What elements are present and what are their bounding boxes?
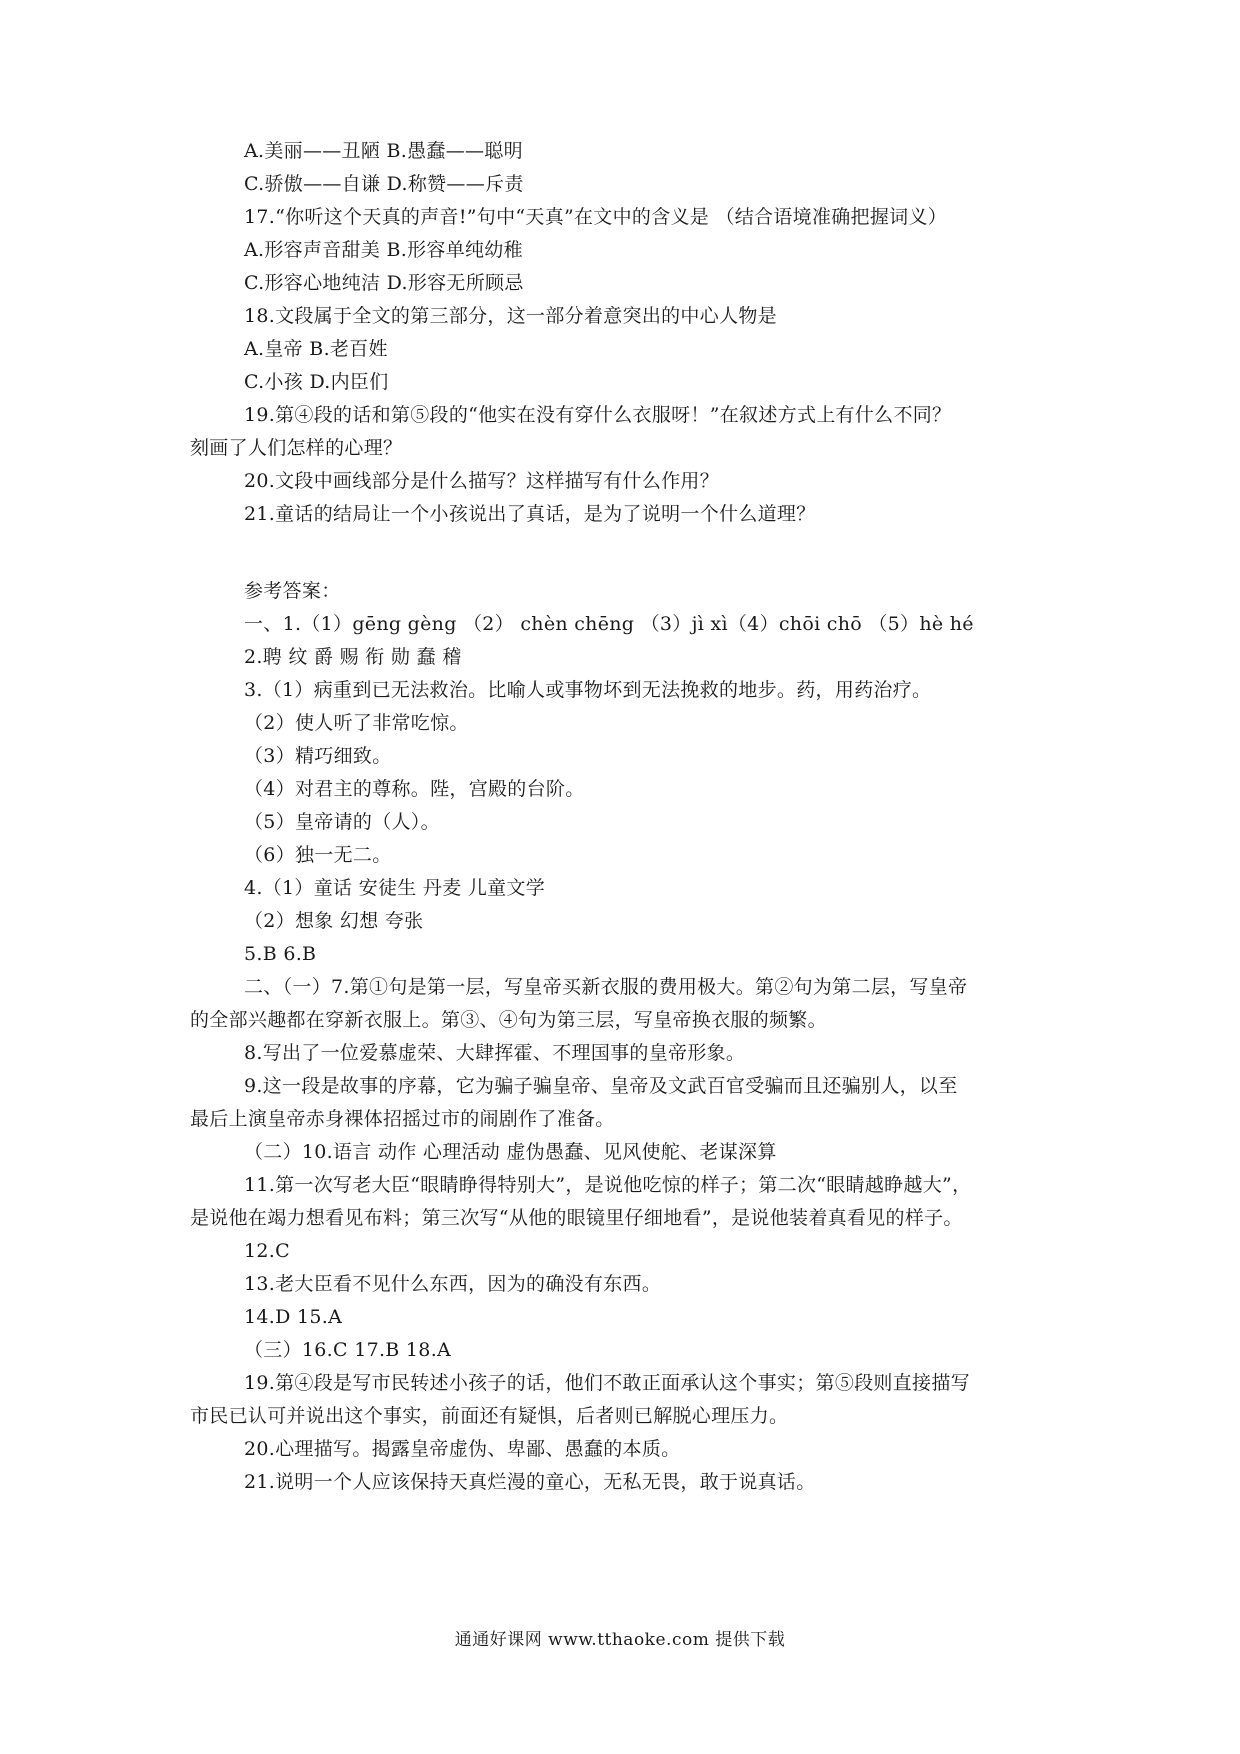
answer-9-line1: 9.这一段是故事的序幕，它为骗子骗皇帝、皇帝及文武百官受骗而且还骗别人，以至	[244, 1075, 958, 1097]
q17-stem: 17.“你听这个天真的声音!”句中“天真”在文中的含义是 （结合语境准确把握词义）	[244, 206, 948, 228]
answer-3-2: （2）使人听了非常吃惊。	[244, 712, 469, 734]
answer-7-line1: 二、（一）7.第①句是第一层，写皇帝买新衣服的费用极大。第②句为第二层，写皇帝	[244, 976, 968, 998]
answer-9-line2: 最后上演皇帝赤身裸体招摇过市的闹剧作了准备。	[190, 1108, 615, 1130]
q17-options-cd: C.形容心地纯洁 D.形容无所顾忌	[244, 272, 524, 294]
answer-21: 21.说明一个人应该保持天真烂漫的童心，无私无畏，敢于说真话。	[244, 1471, 816, 1493]
answer-10: （二）10.语言 动作 心理活动 虚伪愚蠢、见风使舵、老谋深算	[244, 1141, 777, 1163]
q18-stem: 18.文段属于全文的第三部分，这一部分着意突出的中心人物是	[244, 305, 777, 327]
answer-1: 一、1.（1）gēng gèng （2） chèn chēng （3）jì xì（4）chōi chō （5）hè hé	[244, 613, 974, 635]
q17-options-ab: A.形容声音甜美 B.形容单纯幼稚	[244, 239, 523, 261]
q19-stem-line1: 19.第④段的话和第⑤段的“他实在没有穿什么衣服呀！”在叙述方式上有什么不同？	[244, 404, 952, 426]
answer-4-2: （2）想象 幻想 夸张	[244, 910, 424, 932]
answer-11-line2: 是说他在竭力想看见布料；第三次写“从他的眼镜里仔细地看”，是说他装着真看见的样子。	[190, 1207, 963, 1229]
q20-stem: 20.文段中画线部分是什么描写？这样描写有什么作用？	[244, 470, 720, 492]
answer-2: 2.聘 纹 爵 赐 衔 勋 蠢 稽	[244, 646, 462, 668]
answer-11-line1: 11.第一次写老大臣“眼睛睁得特别大”，是说他吃惊的样子；第二次“眼睛越睁越大”，	[244, 1174, 972, 1196]
answer-12: 12.C	[244, 1240, 290, 1262]
answer-3-1: 3.（1）病重到已无法救治。比喻人或事物坏到无法挽救的地步。药，用药治疗。	[244, 679, 932, 701]
answer-13: 13.老大臣看不见什么东西，因为的确没有东西。	[244, 1273, 662, 1295]
answer-key-heading: 参考答案：	[244, 580, 341, 602]
answer-3-3: （3）精巧细致。	[244, 745, 392, 767]
answer-19-line1: 19.第④段是写市民转述小孩子的话，他们不敢正面承认这个事实；第⑤段则直接描写	[244, 1372, 970, 1394]
q16-options-ab: A.美丽——丑陋 B.愚蠢——聪明	[244, 140, 523, 162]
answer-19-line2: 市民已认可并说出这个事实，前面还有疑惧，后者则已解脱心理压力。	[190, 1405, 789, 1427]
q16-options-cd: C.骄傲——自谦 D.称赞——斥责	[244, 173, 524, 195]
q18-options-ab: A.皇帝 B.老百姓	[244, 338, 388, 360]
q18-options-cd: C.小孩 D.内臣们	[244, 371, 389, 393]
answer-5-6: 5.B 6.B	[244, 943, 317, 965]
answer-7-line2: 的全部兴趣都在穿新衣服上。第③、④句为第三层，写皇帝换衣服的频繁。	[190, 1009, 827, 1031]
answer-20: 20.心理描写。揭露皇帝虚伪、卑鄙、愚蠢的本质。	[244, 1438, 681, 1460]
q21-stem: 21.童话的结局让一个小孩说出了真话，是为了说明一个什么道理？	[244, 503, 816, 525]
answer-3-5: （5）皇帝请的（人）。	[244, 811, 440, 833]
answer-14-15: 14.D 15.A	[244, 1306, 343, 1328]
page-footer: 通通好课网 www.tthaoke.com 提供下载	[454, 1630, 786, 1650]
answer-4-1: 4.（1）童话 安徒生 丹麦 儿童文学	[244, 877, 546, 899]
answer-3-4: （4）对君主的尊称。陛，宫殿的台阶。	[244, 778, 585, 800]
q19-stem-line2: 刻画了人们怎样的心理？	[190, 437, 403, 459]
answer-8: 8.写出了一位爱慕虚荣、大肆挥霍、不理国事的皇帝形象。	[244, 1042, 746, 1064]
answer-16-18: （三）16.C 17.B 18.A	[244, 1339, 452, 1361]
answer-3-6: （6）独一无二。	[244, 844, 392, 866]
